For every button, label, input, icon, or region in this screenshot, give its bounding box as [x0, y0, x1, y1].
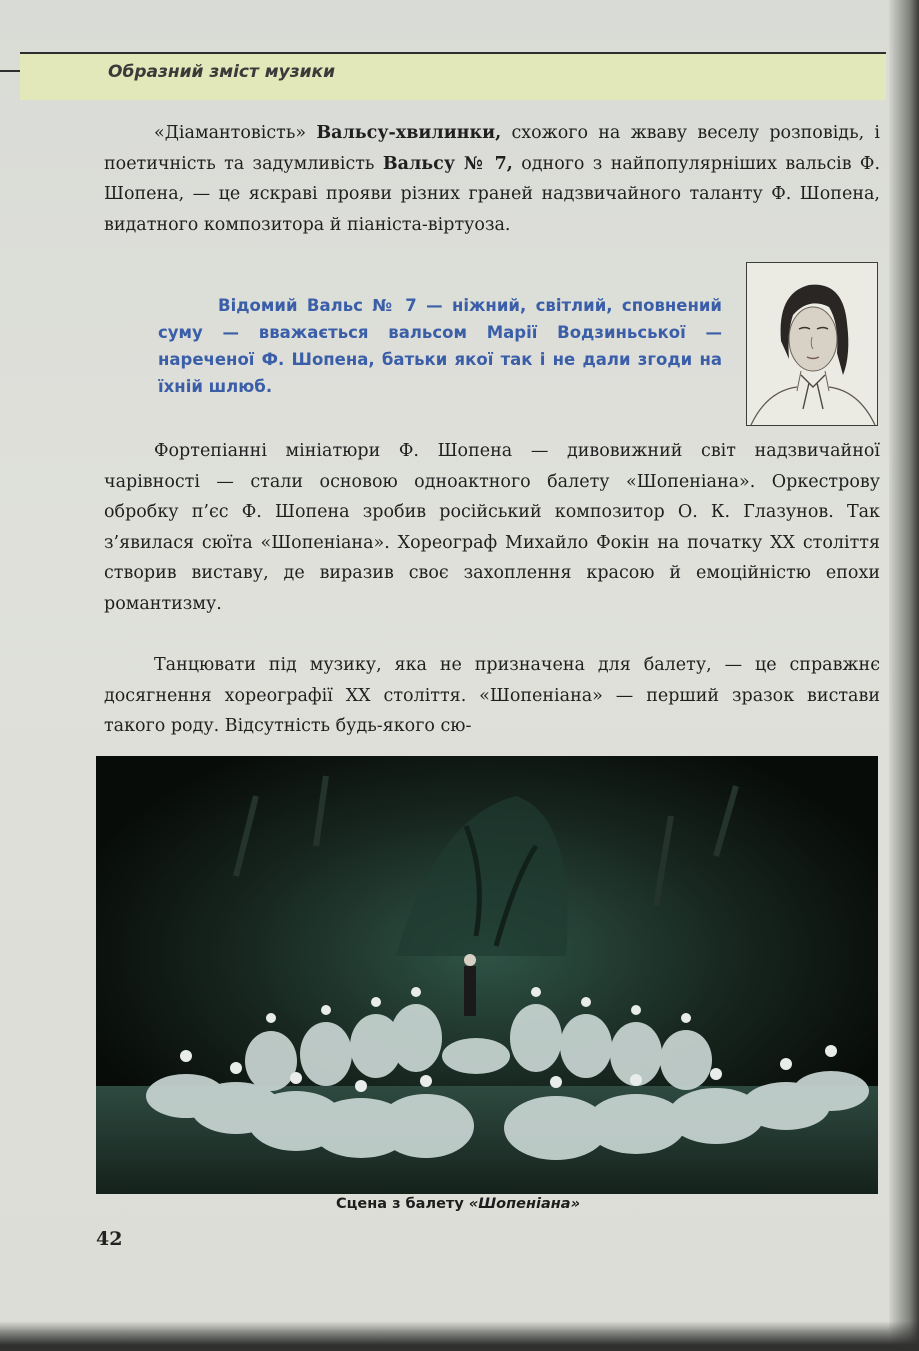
- portrait-illustration: [746, 262, 878, 426]
- highlight-note: Відомий Вальс № 7 — ніжний, світлий, сповнений суму — вважається вальсом Марії Водзиньської — нареченої Ф. Шопена, батьки якої так і не дали згоди на їхній шлюб.: [158, 296, 722, 396]
- page-gutter-shadow: [889, 0, 919, 1351]
- paragraph-text: «Діамантовість»: [154, 123, 307, 143]
- section-title: Образний зміст музики: [108, 62, 335, 82]
- paragraph-text: схожого на жваву веселу розповідь, і поетичність та задумливість: [104, 123, 880, 174]
- photo-caption: [336, 1196, 580, 1212]
- portrait-drawing: [747, 263, 877, 425]
- bold-term: Вальсу-хвилинки,: [316, 123, 502, 143]
- ballet-scene-photo: [96, 756, 878, 1194]
- header-rule: [0, 70, 22, 102]
- caption-title: «Шопеніана»: [468, 1196, 580, 1212]
- page-bottom-shadow: [0, 1321, 919, 1351]
- paragraph-waltz-intro: [104, 118, 880, 240]
- caption-prefix: Сцена з балету: [336, 1196, 464, 1212]
- ballet-scene-drawing: [96, 756, 878, 1194]
- paragraph-choreography: Танцювати під музику, яка не призначена для балету, — це справжнє досягнення хореографії XX століття. «Шопеніана» — перший зразок вистави такого роду. Відсутність будь-якого сю-: [104, 655, 880, 736]
- paragraph-chopiniana: Фортепіанні мініатюри Ф. Шопена — дивовижний світ надзвичайної чарівності — стали основою одноактного балету «Шопеніана». Оркестрову обробку п’єс Ф. Шопена зробив російський композитор О. К. Глазунов. Так з’явилася сюїта «Шопеніана». Хореограф Михайло Фокін на початку XX століття створив виставу, де виразив своє захоплення красою й емоційністю епохи романтизму.: [104, 441, 880, 614]
- bold-term: Вальсу № 7,: [382, 153, 513, 174]
- page-number: 42: [96, 1228, 123, 1250]
- paragraph-text: одного з найпопулярніших вальсів Ф. Шопена, — це яскраві прояви різних граней надзвичайного таланту Ф. Шопена, видатного композитора й піаніста-віртуоза.: [104, 153, 881, 235]
